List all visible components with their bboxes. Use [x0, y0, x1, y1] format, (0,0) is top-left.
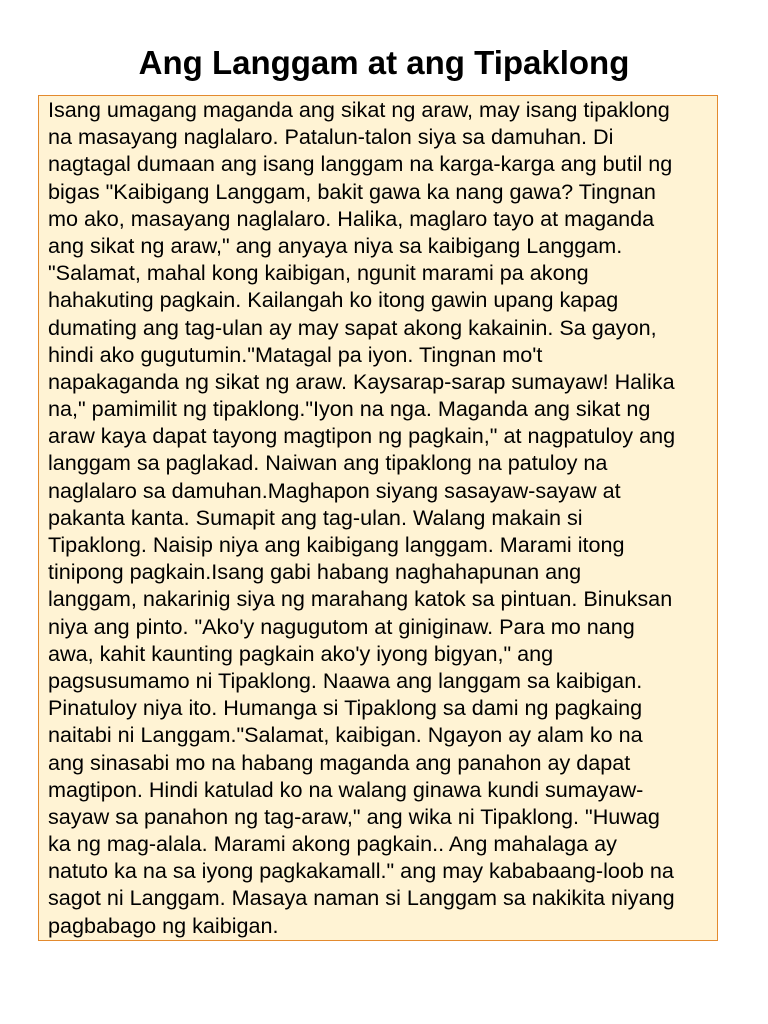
story-line: Isang umagang maganda ang sikat ng araw, may isang tipaklong [48, 97, 670, 122]
story-line: napakaganda ng sikat ng araw. Kaysarap-sarap sumayaw! Halika [48, 368, 675, 394]
story-line: sayaw sa panahon ng tag-araw," ang wika ni Tipaklong. "Huwag [48, 803, 660, 829]
story-line: na masayang naglalaro. Patalun-talon siya sa damuhan. Di [48, 124, 614, 150]
story-line: pagsusumamo ni Tipaklong. Naawa ang langgam sa kaibigan. [48, 667, 643, 693]
story-line: hindi ako gugutumin."Matagal pa iyon. Tingnan mo't [48, 341, 543, 367]
story-line: nagtagal dumaan ang isang langgam na karga-karga ang butil ng [48, 151, 673, 177]
story-line: awa, kahit kaunting pagkain ako'y iyong bigyan," ang [48, 640, 554, 666]
story-line: ka ng mag-alala. Marami akong pagkain.. Ang mahalaga ay [48, 831, 617, 857]
story-line: dumating ang tag-ulan ay may sapat akong kakainin. Sa gayon, [48, 314, 657, 340]
page-title: Ang Langgam at ang Tipaklong [138, 44, 630, 81]
story-line: natuto ka na sa iyong pagkakamall." ang may kababaang-loob na [48, 858, 674, 884]
story-line: langgam sa paglakad. Naiwan ang tipaklong na patuloy na [48, 450, 608, 476]
story-line: "Salamat, mahal kong kaibigan, ngunit marami pa akong [48, 260, 589, 286]
story-line: naglalaro sa damuhan.Maghapon siyang sasayaw-sayaw at [48, 477, 621, 503]
story-line: langgam, nakarinig siya ng marahang katok sa pintuan. Binuksan [48, 586, 673, 612]
story-line: bigas "Kaibigang Langgam, bakit gawa ka nang gawa? Tingnan [48, 178, 656, 204]
story-line: magtipon. Hindi katulad ko na walang ginawa kundi sumayaw- [48, 776, 644, 802]
story-line: ang sinasabi mo na habang maganda ang panahon ay dapat [48, 749, 631, 775]
story-line: Pinatuloy niya ito. Humanga si Tipaklong sa dami ng pagkaing [48, 695, 643, 721]
story-line: araw kaya dapat tayong magtipon ng pagkain," at nagpatuloy ang [48, 423, 676, 449]
story-line: pagbabago ng kaibigan. [48, 912, 279, 938]
story-line: tinipong pagkain.Isang gabi habang naghahapunan ang [48, 559, 582, 585]
story-line: na," pamimilit ng tipaklong."Iyon na nga. Maganda ang sikat ng [48, 396, 651, 422]
story-line: pakanta kanta. Sumapit ang tag-ulan. Walang makain si [48, 504, 583, 530]
story-line: mo ako, masayang naglalaro. Halika, maglaro tayo at maganda [48, 205, 655, 231]
story-line: hahakuting pagkain. Kailangah ko itong gawin upang kapag [48, 287, 619, 313]
story-line: Tipaklong. Naisip niya ang kaibigang langgam. Marami itong [48, 532, 625, 557]
story-line: niya ang pinto. "Ako'y nagugutom at giniginaw. Para mo nang [48, 613, 635, 639]
story-text-box [38, 95, 718, 941]
story-line: sagot ni Langgam. Masaya naman si Langgam sa nakikita niyang [48, 885, 675, 911]
story-body [48, 96, 717, 939]
story-line: naitabi ni Langgam."Salamat, kaibigan. Ngayon ay alam ko na [48, 722, 643, 748]
story-line: ang sikat ng araw," ang anyaya niya sa kaibigang Langgam. [48, 232, 623, 258]
